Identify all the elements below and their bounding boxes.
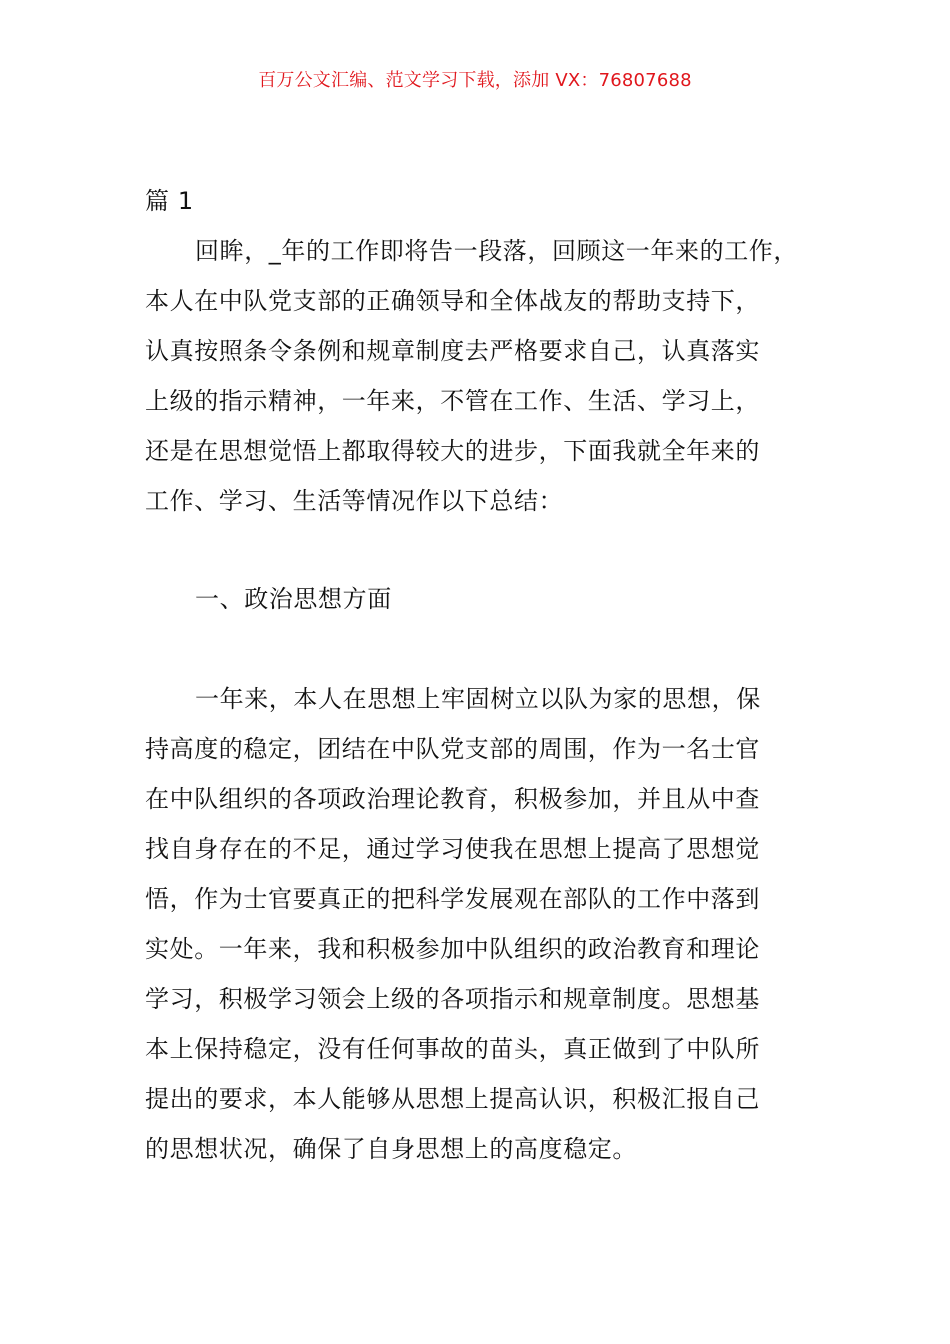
- section-heading: 一、政治思想方面: [195, 585, 392, 613]
- paragraph-line: 认真按照条令条例和规章制度去严格要求自己，认真落实: [145, 337, 760, 365]
- paragraph-line: 找自身存在的不足，通过学习使我在思想上提高了思想觉: [145, 835, 760, 863]
- paragraph-line: 本上保持稳定，没有任何事故的苗头，真正做到了中队所: [145, 1035, 760, 1063]
- paragraph-line: 实处。一年来，我和积极参加中队组织的政治教育和理论: [145, 935, 760, 963]
- paragraph-line: 在中队组织的各项政治理论教育，积极参加，并且从中查: [145, 785, 760, 813]
- paragraph-line: 还是在思想觉悟上都取得较大的进步，下面我就全年来的: [145, 437, 760, 465]
- paragraph-line: 一年来，本人在思想上牢固树立以队为家的思想，保: [195, 685, 761, 713]
- paragraph-line: 学习，积极学习领会上级的各项指示和规章制度。思想基: [145, 985, 760, 1013]
- paragraph-line: 上级的指示精神，一年来，不管在工作、生活、学习上，: [145, 387, 760, 415]
- paragraph-line: 提出的要求，本人能够从思想上提高认识，积极汇报自己: [145, 1085, 760, 1113]
- watermark-banner: 百万公文汇编、范文学习下载，添加 VX：76807688: [258, 70, 692, 91]
- paragraph-line: 持高度的稳定，团结在中队党支部的周围，作为一名士官: [145, 735, 760, 763]
- paragraph-line: 的思想状况，确保了自身思想上的高度稳定。: [145, 1135, 637, 1163]
- paragraph-line: 回眸，_年的工作即将告一段落，回顾这一年来的工作，: [195, 237, 798, 265]
- paragraph-line: 工作、学习、生活等情况作以下总结：: [145, 487, 564, 515]
- section-label: 篇 1: [145, 187, 194, 215]
- paragraph-line: 本人在中队党支部的正确领导和全体战友的帮助支持下，: [145, 287, 760, 315]
- paragraph-line: 悟，作为士官要真正的把科学发展观在部队的工作中落到: [145, 885, 760, 913]
